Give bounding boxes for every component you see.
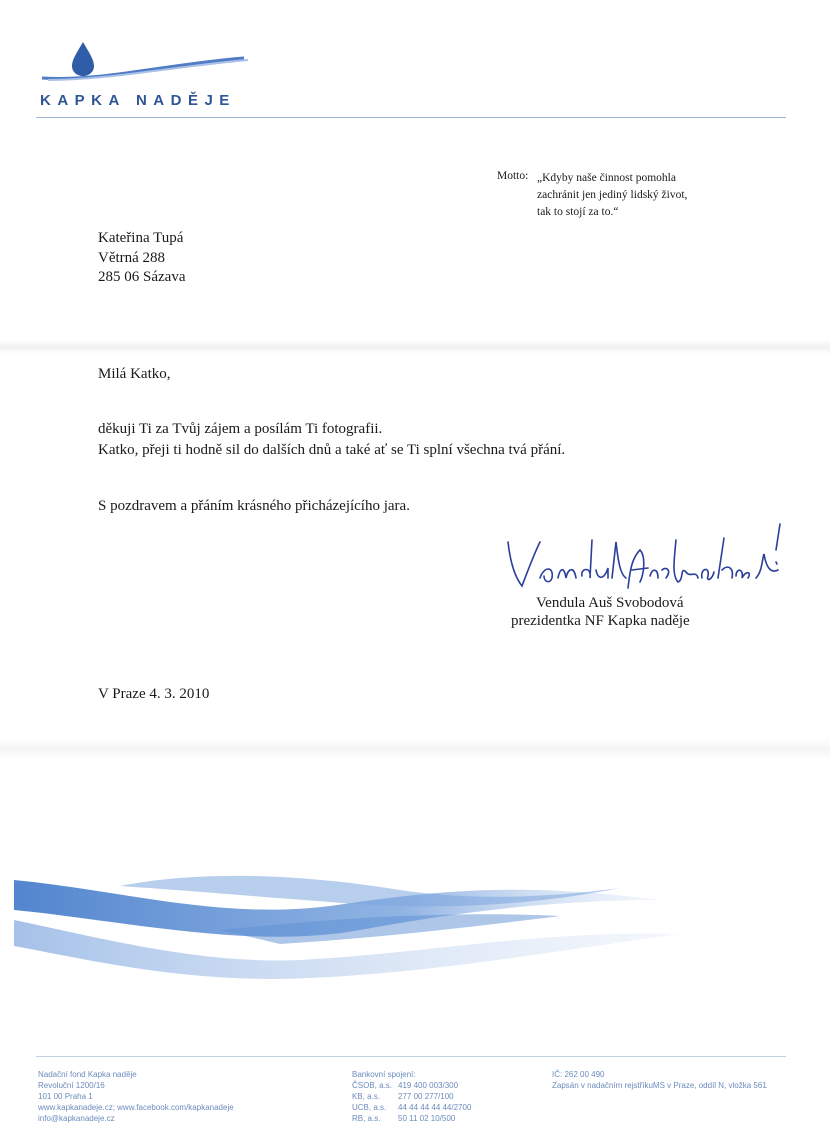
scan-fold-shadow (0, 340, 830, 354)
bank-row (352, 1080, 471, 1091)
bank-name: RB, a.s. (352, 1114, 381, 1123)
footer-city: 101 00 Praha 1 (38, 1092, 93, 1101)
bank-name: UCB, a.s. (352, 1103, 387, 1112)
footer-ic-number: IČ: 262 00 490 (552, 1070, 605, 1079)
footer-registration (552, 1069, 767, 1091)
bank-name: KB, a.s. (352, 1092, 381, 1101)
motto-quote (537, 170, 687, 221)
footer-street: Revoluční 1200/16 (38, 1081, 105, 1090)
logo-drop-icon (38, 30, 258, 90)
bank-name: ČSOB, a.s. (352, 1081, 393, 1090)
bank-account: 419 400 003/300 (398, 1081, 459, 1090)
bank-title: Bankovní spojení: (352, 1070, 416, 1079)
bank-row (352, 1102, 471, 1113)
footer-contact (38, 1069, 234, 1124)
motto-line: zachránit jen jediný lidský život, (537, 189, 688, 201)
decorative-waves (0, 860, 830, 990)
bank-row (352, 1113, 471, 1124)
signatory-role: prezidentka NF Kapka naděje (511, 613, 690, 629)
scan-fold-shadow (0, 738, 830, 760)
body-paragraph-line: děkuji Ti za Tvůj zájem a posílám Ti fotografii. (98, 421, 383, 437)
signatory-name: Vendula Auš Svobodová (536, 595, 684, 611)
recipient-name: Kateřina Tupá (98, 230, 184, 246)
header-divider (36, 117, 786, 118)
footer-bank-info (352, 1069, 471, 1124)
motto-label: Motto: (497, 170, 529, 182)
body-paragraph-line: Katko, přeji ti hodně sil do dalších dnů a také ať se Ti splní všechna tvá přání. (98, 442, 566, 458)
footer-divider (36, 1056, 786, 1057)
bank-row (352, 1091, 471, 1102)
organization-logo-text: KAPKA NADĚJE (40, 92, 236, 109)
footer-email-link[interactable]: info@kapkanadeje.cz (38, 1114, 115, 1123)
bank-account: 44 44 44 44 44/2700 (398, 1103, 472, 1112)
bank-account: 50 11 02 10/500 (398, 1114, 456, 1123)
motto-line: tak to stojí za to.“ (537, 206, 619, 218)
footer-org-name: Nadační fond Kapka naděje (38, 1070, 137, 1079)
motto-line: „Kdyby naše činnost pomohla (537, 172, 676, 184)
recipient-street: Větrná 288 (98, 249, 166, 266)
recipient-city: 285 06 Sázava (98, 269, 186, 285)
letter-body (98, 419, 565, 461)
handwritten-signature (500, 520, 800, 600)
footer-registry-note: Zapsán v nadačním rejstříkuMS v Praze, oddíl N, vložka 561 (552, 1081, 767, 1090)
bank-account: 277 00 277/100 (398, 1092, 454, 1101)
recipient-address (98, 229, 185, 288)
letter-greeting: Milá Katko, (98, 366, 171, 382)
letter-closing: S pozdravem a přáním krásného přicházejícího jara. (98, 498, 410, 514)
place-and-date: V Praze 4. 3. 2010 (98, 686, 210, 702)
footer-website-link[interactable]: www.kapkanadeje.cz; www.facebook.com/kapkanadeje (38, 1103, 234, 1112)
